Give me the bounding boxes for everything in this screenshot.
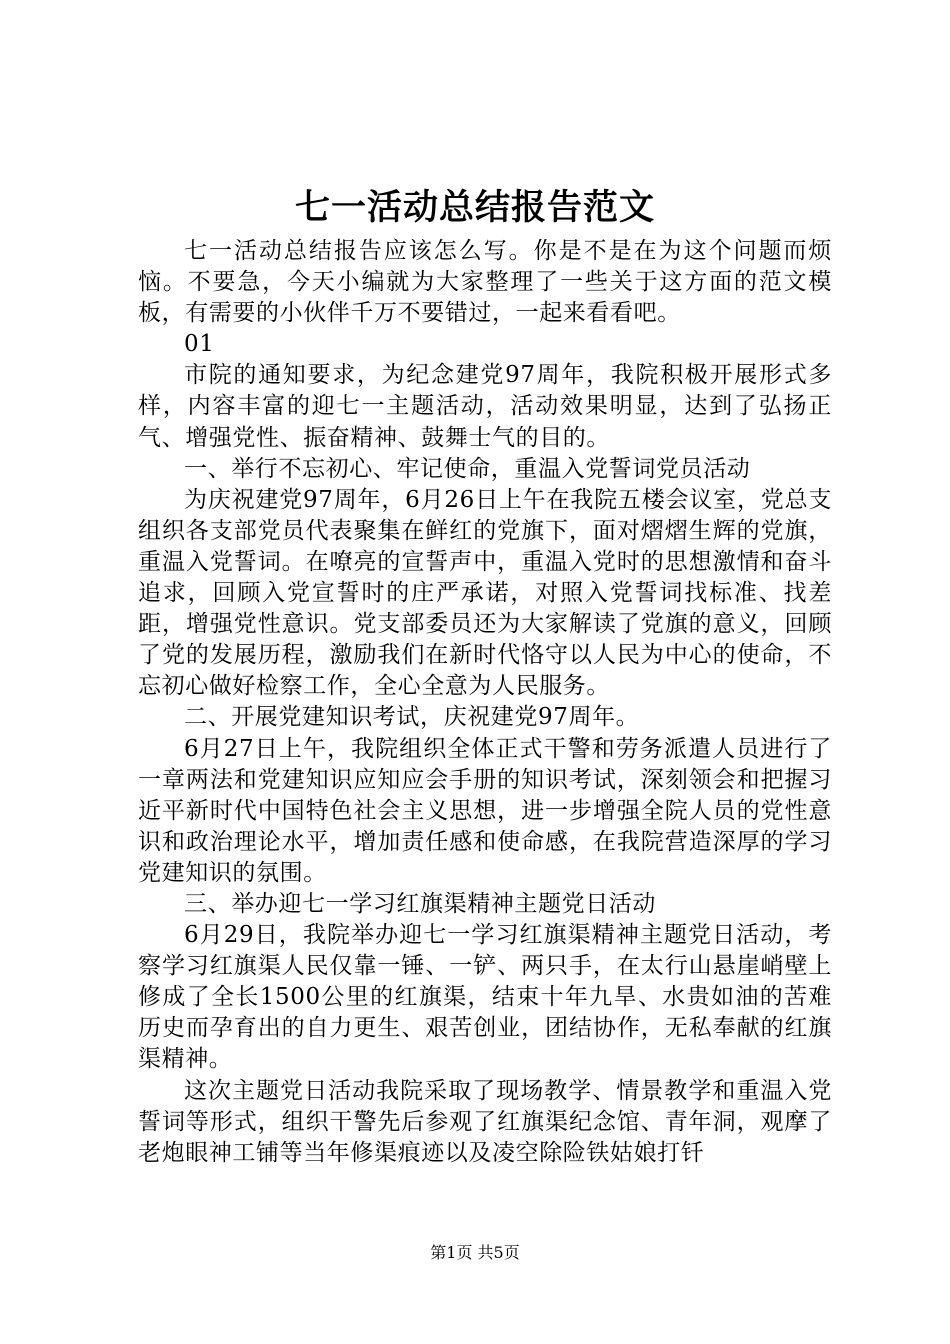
- paragraph-section-number: 01: [184, 331, 215, 358]
- paragraph-section-3-continued: 这次主题党日活动我院采取了现场教学、情景教学和重温入党誓词等形式，组织干警先后参观了红旗渠纪念馆、青年洞，观摩了老炮眼神工铺等当年修渠痕迹以及凌空除险铁姑娘打钎: [138, 1077, 832, 1166]
- paragraph-intro: 七一活动总结报告应该怎么写。你是不是在为这个问题而烦恼。不要急，今天小编就为大家整理了一些关于这方面的范文模板，有需要的小伙伴千万不要错过，一起来看看吧。: [138, 238, 832, 327]
- heading-section-2: 二、开展党建知识考试，庆祝建党97周年。: [184, 704, 640, 731]
- paragraph-section-2: 6月27日上午，我院组织全体正式干警和劳务派遣人员进行了一章两法和党建知识应知应会手册的知识考试，深刻领会和把握习近平新时代中国特色社会主义思想，进一步增强全院人员的党性意识和政治理论水平，增加责任感和使命感，在我院营造深厚的学习党建知识的氛围。: [138, 735, 832, 886]
- heading-section-3: 三、举办迎七一学习红旗渠精神主题党日活动: [184, 890, 656, 917]
- document-body: [138, 236, 832, 1169]
- paragraph-section-1: 为庆祝建党97周年，6月26日上午在我院五楼会议室，党总支组织各支部党员代表聚集在鲜红的党旗下，面对熠熠生辉的党旗，重温入党誓词。在嘹亮的宣誓声中，重温入党时的思想激情和奋斗追求，回顾入党宣誓时的庄严承诺，对照入党誓词找标准、找差距，增强党性意识。党支部委员还为大家解读了党旗的意义，回顾了党的发展历程，激励我们在新时代恪守以人民为中心的使命，不忘初心做好检察工作，全心全意为人民服务。: [138, 486, 832, 700]
- paragraph-overview: 市院的通知要求，为纪念建党97周年，我院积极开展形式多样，内容丰富的迎七一主题活动，活动效果明显，达到了弘扬正气、增强党性、振奋精神、鼓舞士气的目的。: [138, 362, 832, 451]
- page-footer: 第1页 共5页: [430, 1243, 520, 1262]
- document-title: 七一活动总结报告范文: [294, 187, 655, 228]
- paragraph-section-3: 6月29日，我院举办迎七一学习红旗渠精神主题党日活动，考察学习红旗渠人民仅靠一锤、一铲、两只手，在太行山悬崖峭壁上修成了全长1500公里的红旗渠，结束十年九旱、水贵如油的苦难历史而孕育出的自力更生、艰苦创业，团结协作，无私奉献的红旗渠精神。: [138, 922, 832, 1073]
- heading-section-1: 一、举行不忘初心、牢记使命，重温入党誓词党员活动: [184, 455, 751, 482]
